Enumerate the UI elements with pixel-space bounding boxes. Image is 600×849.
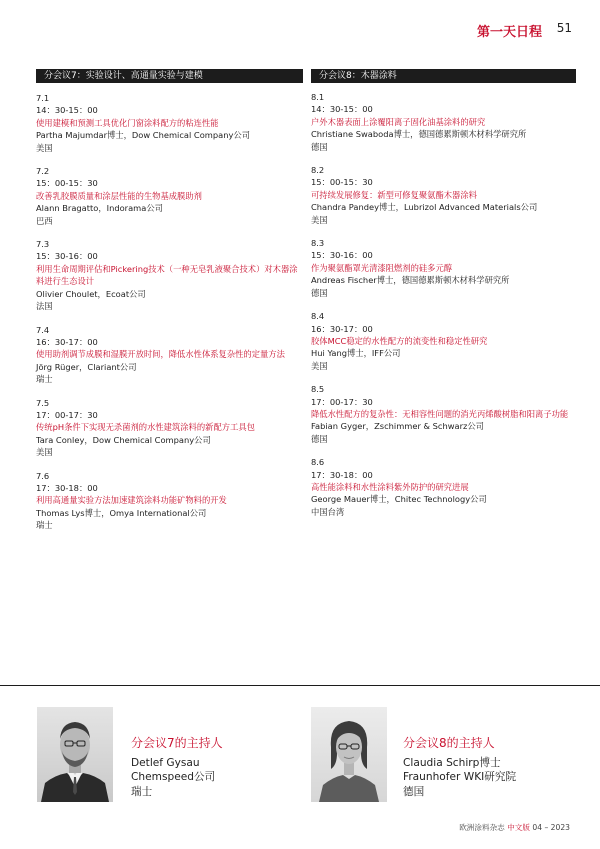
talk-title: 作为聚氨酯罩光清漆阻燃剂的硅多元醇 [311,262,453,273]
talk-time: 16：30-17：00 [36,336,98,347]
talk-speaker: Jörg Rüger，Clariant公司 [36,361,137,372]
talk-number: 7.6 [36,470,50,481]
talk-speaker: Alann Bragatto，Indorama公司 [36,203,163,214]
talk-country: 德国 [311,433,328,444]
talk-country: 美国 [311,214,328,225]
talk-time: 17：00-17：30 [311,396,373,407]
talk-title: 降低水性配方的复杂性：无相容性问题的消光丙烯酸树脂和阳离子功能 [311,408,569,419]
talk-speaker: Tara Conley，Dow Chemical Company公司 [36,434,211,445]
talk-country: 美国 [36,447,53,458]
talk-speaker: Hui Yang博士，IFF公司 [311,348,401,359]
footer-magazine: 欧洲涂料杂志 [459,823,508,832]
talk-country: 瑞士 [36,374,53,385]
talk-number: 7.5 [36,397,50,408]
talk-8-2 [311,164,576,226]
talk-country: 巴西 [36,215,53,226]
talk-speaker: Fabian Gyger，Zschimmer & Schwarz公司 [311,421,484,432]
section-divider [0,685,600,686]
talk-title: 利用高通量实验方法加速建筑涂料功能矿物料的开发 [36,495,227,506]
talk-speaker: Andreas Fischer博士，德国德累斯顿木材科学研究所 [311,275,510,286]
header-title: 第一天日程 [476,25,542,40]
talk-title: 胶体MCC稳定的水性配方的流变性和稳定性研究 [311,335,488,346]
talk-title: 可持续发展修复：新型可修复聚氨酯木器涂料 [311,189,477,200]
talk-time: 14：30-15：00 [36,105,98,116]
host-8-photo [311,707,387,802]
talk-number: 7.1 [36,93,50,103]
talk-speaker: George Mauer博士，Chitec Technology公司 [311,494,487,505]
talk-number: 8.3 [311,238,325,249]
footer [459,822,570,833]
talk-number: 7.3 [36,239,50,250]
talk-number: 7.4 [36,324,50,335]
talk-country: 法国 [36,301,53,312]
talk-time: 14：30-15：00 [311,104,373,115]
talk-speaker: Partha Majumdar博士，Dow Chemical Company公司 [36,130,250,141]
host-8-org: Fraunhofer WKI研究院 [403,771,517,784]
host-8-portrait [311,707,387,802]
talk-country: 美国 [311,360,328,371]
talk-7-6 [36,470,303,532]
session-7-column [36,69,303,532]
talk-number: 8.6 [311,457,325,468]
host-7-heading: 分会议7的主持人 [131,736,223,750]
host-8-info [403,736,516,799]
talk-speaker: Thomas Lys博士，Omya International公司 [36,507,207,518]
talk-8-3 [311,237,576,299]
footer-issue: 04 – 2023 [529,823,570,832]
host-7-photo [37,707,113,802]
talk-title: 改善乳胶膜质量和涂层性能的生物基成膜助剂 [36,190,202,201]
footer-edition: 中文版 [507,823,530,832]
talk-time: 15：00-15：30 [311,177,373,188]
talk-title: 户外木器表面上涂覆阳离子固化油基涂料的研究 [311,116,486,127]
talk-title: 高性能涂料和水性涂料紫外防护的研究进展 [311,481,469,492]
talk-8-4 [311,310,576,372]
talk-time: 17：30-18：00 [36,482,98,493]
talk-number: 7.2 [36,166,50,177]
talk-7-3 [36,238,303,312]
host-8-name: Claudia Schirp博士 [403,756,501,769]
host-8-country: 德国 [403,785,425,798]
talk-8-1 [311,91,576,153]
host-7-country: 瑞士 [131,785,153,798]
talk-number: 8.5 [311,384,325,395]
talk-8-5 [311,383,576,445]
page-number: 51 [556,21,572,35]
talk-title: 传统pH条件下实现无杀菌剂的水性建筑涂料的新配方工具包 [36,422,255,433]
talk-7-5 [36,397,303,459]
host-8-heading: 分会议8的主持人 [403,736,495,750]
talk-7-4 [36,324,303,386]
talk-time: 15：00-15：30 [36,178,98,189]
talk-country: 中国台湾 [311,506,345,517]
host-7-name: Detlef Gysau [131,756,200,769]
talk-country: 美国 [36,142,53,153]
session-7-title: 分会议7：实验设计、高通量实验与建模 [36,69,303,83]
session-8-column [311,69,576,518]
talk-country: 德国 [311,141,328,152]
talk-7-2 [36,165,303,227]
talk-speaker: Olivier Choulet，Ecoat公司 [36,288,146,299]
host-7-org: Chemspeed公司 [131,771,216,784]
talk-country: 德国 [311,287,328,298]
talk-title: 使用建模和预测工具优化门窗涂料配方的粘连性能 [36,117,219,128]
talk-country: 瑞士 [36,520,53,531]
talk-title: 利用生命周期评估和Pickering技术（一种无皂乳液聚合技术）对木器涂料进行生态设计 [36,263,298,287]
talk-speaker: Christiane Swaboda博士，德国德累斯顿木材科学研究所 [311,129,527,140]
session-8-title: 分会议8：木器涂料 [311,69,576,83]
talk-number: 8.1 [311,92,325,102]
host-7-portrait [37,707,113,802]
talk-7-1 [36,92,303,154]
talk-time: 15：30-16：00 [36,251,98,262]
talk-time: 17：00-17：30 [36,409,98,420]
talk-time: 17：30-18：00 [311,469,373,480]
talk-speaker: Chandra Pandey博士，Lubrizol Advanced Materials公司 [311,202,538,213]
host-7-info [131,736,223,799]
talk-number: 8.4 [311,311,325,322]
talk-8-6 [311,456,576,518]
talk-title: 使用助剂调节成膜和湿膜开放时间，降低水性体系复杂性的定量方法 [36,349,285,360]
talk-time: 15：30-16：00 [311,250,373,261]
talk-number: 8.2 [311,165,325,176]
talk-time: 16：30-17：00 [311,323,373,334]
